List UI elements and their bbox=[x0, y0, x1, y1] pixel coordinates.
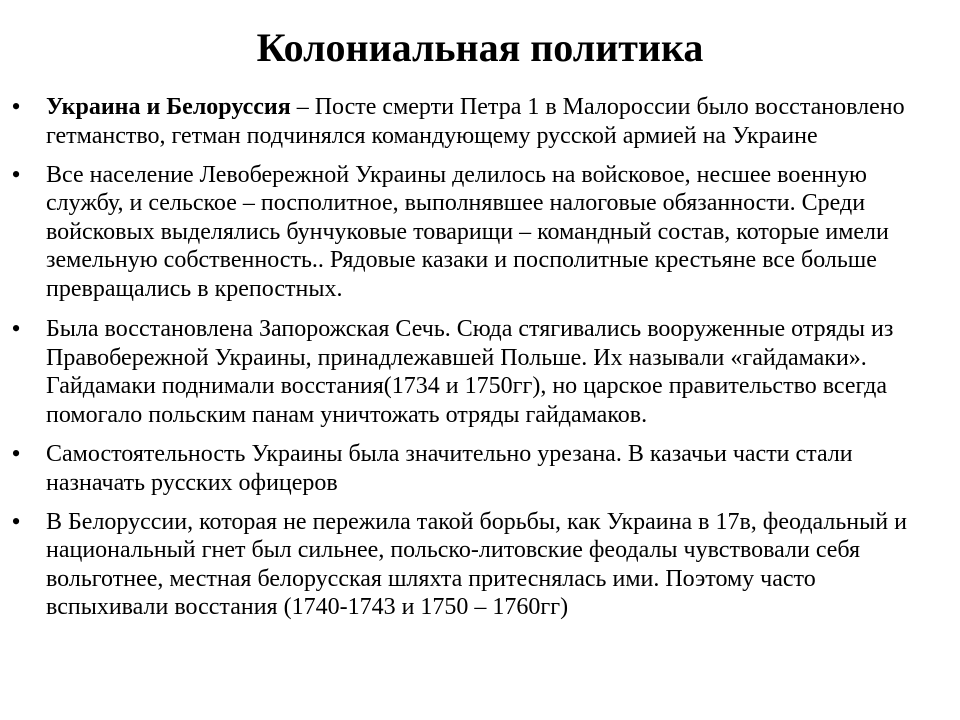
bullet-item-zaporozhian-sich bbox=[0, 315, 960, 429]
bullet-icon: • bbox=[11, 506, 21, 536]
bullet-item-belarus-uprisings bbox=[0, 508, 960, 622]
bullet-text: В Белоруссии, которая не пережила такой борьбы, как Украина в 17в, феодальный и национальный гнет был сильнее, польско-литовские феодалы чувствовали себя вольготнее, местная белорусская шляхта притеснялась ими. Поэтому часто вспыхивали восстания (1740-1743 и 1750 – 1760гг) bbox=[46, 508, 907, 620]
slide-title: Колониальная политика bbox=[256, 25, 704, 70]
bullet-item-autonomy-reduced bbox=[0, 440, 960, 497]
bullet-icon: • bbox=[11, 92, 21, 121]
bullet-icon: • bbox=[11, 439, 21, 468]
bullet-text: – Посте смерти Петра 1 в Малороссии было восстановлено гетманство, гетман подчинялся командующему русской армией на Украине bbox=[46, 94, 905, 149]
bullet-text: Была восстановлена Запорожская Сечь. Сюда стягивались вооруженные отряды из Правобережной Украины, принадлежавшей Польше. Их называли «гайдамаки». Гайдамаки поднимали восстания(1734 и 1750гг), но царское правительство всегда помогало польским панам уничтожать отряды гайдамаков. bbox=[46, 316, 894, 428]
bullet-text: Самостоятельность Украины была значительно урезана. В казачьи части стали назначать русских офицеров bbox=[46, 441, 853, 496]
bullet-text: Все население Левобережной Украины делилось на войсковое, несшее военную службу, и сельское – посполитное, выполнявшее налоговые обязанности. Среди войсковых выделялись бунчуковые товарищи – командный состав, которые имели земельную собственность.. Рядовые казаки и посполитные крестьяне все больше превращались в крепостных. bbox=[46, 161, 889, 302]
bullet-item-left-bank-population bbox=[0, 161, 960, 304]
bullet-icon: • bbox=[11, 159, 21, 189]
bullet-lead-text: Украина и Белоруссия bbox=[46, 94, 291, 120]
bullet-icon: • bbox=[11, 314, 21, 343]
bullet-list bbox=[0, 93, 960, 632]
bullet-item-ukraine-belarus bbox=[0, 93, 960, 150]
